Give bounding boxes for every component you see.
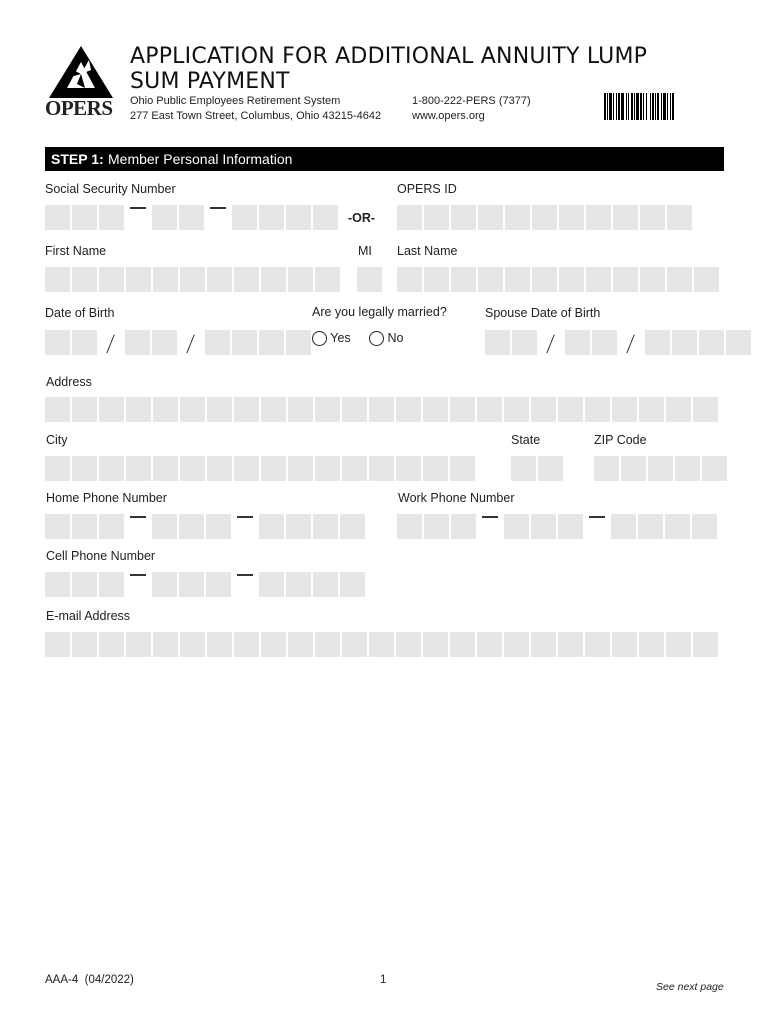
- opers-logo-icon: [45, 44, 117, 100]
- next-page-note: See next page: [656, 981, 724, 993]
- first-name-label: First Name: [45, 244, 107, 258]
- yes-radio[interactable]: [312, 331, 327, 346]
- email-label: E-mail Address: [46, 609, 131, 623]
- zip-label: ZIP Code: [594, 433, 647, 447]
- last-name-field[interactable]: [397, 267, 719, 292]
- step-1-header: [45, 147, 724, 171]
- opers-id-field[interactable]: [397, 205, 692, 230]
- home-phone-field[interactable]: [45, 514, 365, 539]
- yes-label: Yes: [330, 331, 351, 345]
- page-number: 1: [380, 974, 387, 986]
- form-title: APPLICATION FOR ADDITIONAL ANNUITY LUMP SUM PAYMENT: [130, 44, 648, 94]
- form-id: AAA-4 (04/2022): [45, 974, 134, 986]
- home-phone-label: Home Phone Number: [46, 491, 167, 505]
- phone-number: 1-800-222-PERS (7377): [412, 95, 531, 107]
- step-label: STEP 1:: [51, 151, 104, 167]
- step-title: Member Personal Information: [108, 151, 293, 167]
- work-phone-field[interactable]: [397, 514, 717, 539]
- logo-text: OPERS: [45, 96, 113, 120]
- cell-phone-field[interactable]: [45, 572, 365, 597]
- married-yes-option[interactable]: [312, 331, 351, 346]
- dob-field[interactable]: [45, 330, 311, 355]
- city-field[interactable]: [45, 456, 475, 481]
- dob-label: Date of Birth: [45, 306, 115, 320]
- opers-id-label: OPERS ID: [397, 182, 457, 196]
- married-no-option[interactable]: [369, 331, 403, 346]
- last-name-label: Last Name: [397, 244, 458, 258]
- email-field[interactable]: [45, 632, 718, 657]
- spouse-dob-label: Spouse Date of Birth: [485, 306, 601, 320]
- opers-logo: [45, 44, 117, 122]
- website[interactable]: www.opers.org: [412, 110, 485, 122]
- city-label: City: [46, 433, 68, 447]
- spouse-dob-field[interactable]: [485, 330, 751, 355]
- mi-label: MI: [358, 244, 372, 258]
- mi-field[interactable]: [357, 267, 382, 292]
- org-name: Ohio Public Employees Retirement System: [130, 95, 341, 107]
- address-field[interactable]: [45, 397, 718, 422]
- no-label: No: [387, 331, 404, 345]
- state-label: State: [511, 433, 541, 447]
- address-label: Address: [46, 375, 92, 389]
- married-question: Are you legally married?: [312, 305, 447, 319]
- ssn-field[interactable]: [45, 205, 338, 230]
- work-phone-label: Work Phone Number: [398, 491, 515, 505]
- first-name-field[interactable]: [45, 267, 340, 292]
- org-address: 277 East Town Street, Columbus, Ohio 43215-4642: [130, 110, 382, 122]
- ssn-label: Social Security Number: [45, 182, 176, 196]
- no-radio[interactable]: [369, 331, 384, 346]
- state-field[interactable]: [511, 456, 563, 481]
- cell-phone-label: Cell Phone Number: [46, 549, 156, 563]
- barcode: [604, 93, 716, 120]
- or-label: -OR-: [348, 211, 376, 225]
- zip-field[interactable]: [594, 456, 727, 481]
